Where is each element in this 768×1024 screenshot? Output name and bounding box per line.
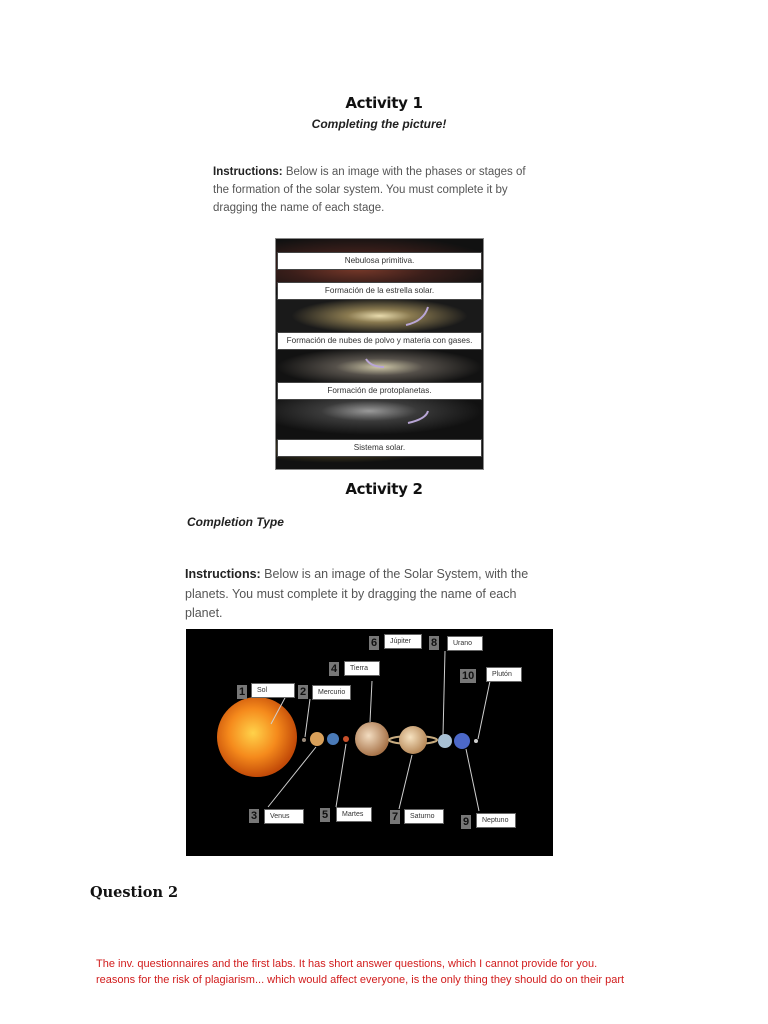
planet-label-tierra[interactable]: Tierra bbox=[344, 661, 380, 676]
planet-label-martes[interactable]: Martes bbox=[336, 807, 372, 822]
sun bbox=[217, 697, 297, 777]
activity1-subtitle: Completing the picture! bbox=[311, 117, 447, 131]
stage-label[interactable]: Formación de nubes de polvo y materia con gases. bbox=[277, 332, 482, 350]
planet-number: 3 bbox=[251, 810, 258, 822]
planet-number: 10 bbox=[462, 670, 475, 682]
planet-number: 7 bbox=[392, 811, 399, 823]
earth bbox=[327, 733, 339, 745]
activity2-subtitle: Completion Type bbox=[187, 515, 284, 529]
venus bbox=[310, 732, 324, 746]
planet-number: 1 bbox=[239, 686, 246, 698]
planet-label-pluton[interactable]: Plutón bbox=[486, 667, 522, 682]
planet-label-sol[interactable]: Sol bbox=[251, 683, 295, 698]
planet-label-venus[interactable]: Venus bbox=[264, 809, 304, 824]
question2-note bbox=[96, 956, 736, 988]
planet-number: 8 bbox=[431, 637, 438, 649]
neptune bbox=[454, 733, 470, 749]
instructions-label: Instructions: bbox=[185, 567, 261, 581]
note-line: The inv. questionnaires and the first labs. It has short answer questions, which I cannot provide for you. bbox=[96, 958, 598, 970]
planet-label-saturno[interactable]: Saturno bbox=[404, 809, 444, 824]
instructions-label: Instructions: bbox=[213, 166, 283, 178]
instructions-text: Below is an image of the Solar System, with the planets. You must complete it by dragging the name of each planet. bbox=[185, 567, 529, 620]
planet-number: 4 bbox=[331, 663, 338, 675]
stage-arrows bbox=[276, 239, 483, 469]
question2-title: Question 2 bbox=[90, 884, 179, 901]
planet-number: 9 bbox=[463, 816, 470, 828]
solar-formation-stages-image bbox=[275, 238, 484, 470]
uranus bbox=[438, 734, 452, 748]
stage-label[interactable]: Nebulosa primitiva. bbox=[277, 252, 482, 270]
note-line: reasons for the risk of plagiarism... which would affect everyone, is the only thing they should do on their part bbox=[96, 974, 625, 986]
planet-label-urano[interactable]: Urano bbox=[447, 636, 483, 651]
planet-label-neptuno[interactable]: Neptuno bbox=[476, 813, 516, 828]
stage-label[interactable]: Formación de protoplanetas. bbox=[277, 382, 482, 400]
instructions-text: Below is an image with the phases or stages of the formation of the solar system. You must complete it by dragging the name of each stage. bbox=[213, 166, 526, 214]
saturn bbox=[399, 726, 427, 754]
mercury bbox=[302, 738, 306, 742]
planet-number: 2 bbox=[300, 686, 307, 698]
planet-label-mercurio[interactable]: Mercurio bbox=[312, 685, 351, 700]
mars bbox=[343, 736, 349, 742]
planet-label-jupiter[interactable]: Júpiter bbox=[384, 634, 422, 649]
activity1-instructions bbox=[213, 163, 533, 217]
activity2-instructions bbox=[185, 565, 540, 624]
stage-label[interactable]: Sistema solar. bbox=[277, 439, 482, 457]
jupiter bbox=[355, 722, 389, 756]
stage-label[interactable]: Formación de la estrella solar. bbox=[277, 282, 482, 300]
activity1-title: Activity 1 bbox=[345, 94, 423, 112]
planet-number: 5 bbox=[322, 809, 329, 821]
activity2-title: Activity 2 bbox=[345, 480, 423, 498]
planet-number: 6 bbox=[371, 637, 378, 649]
pluto bbox=[474, 739, 478, 743]
solar-system-image bbox=[186, 629, 553, 856]
